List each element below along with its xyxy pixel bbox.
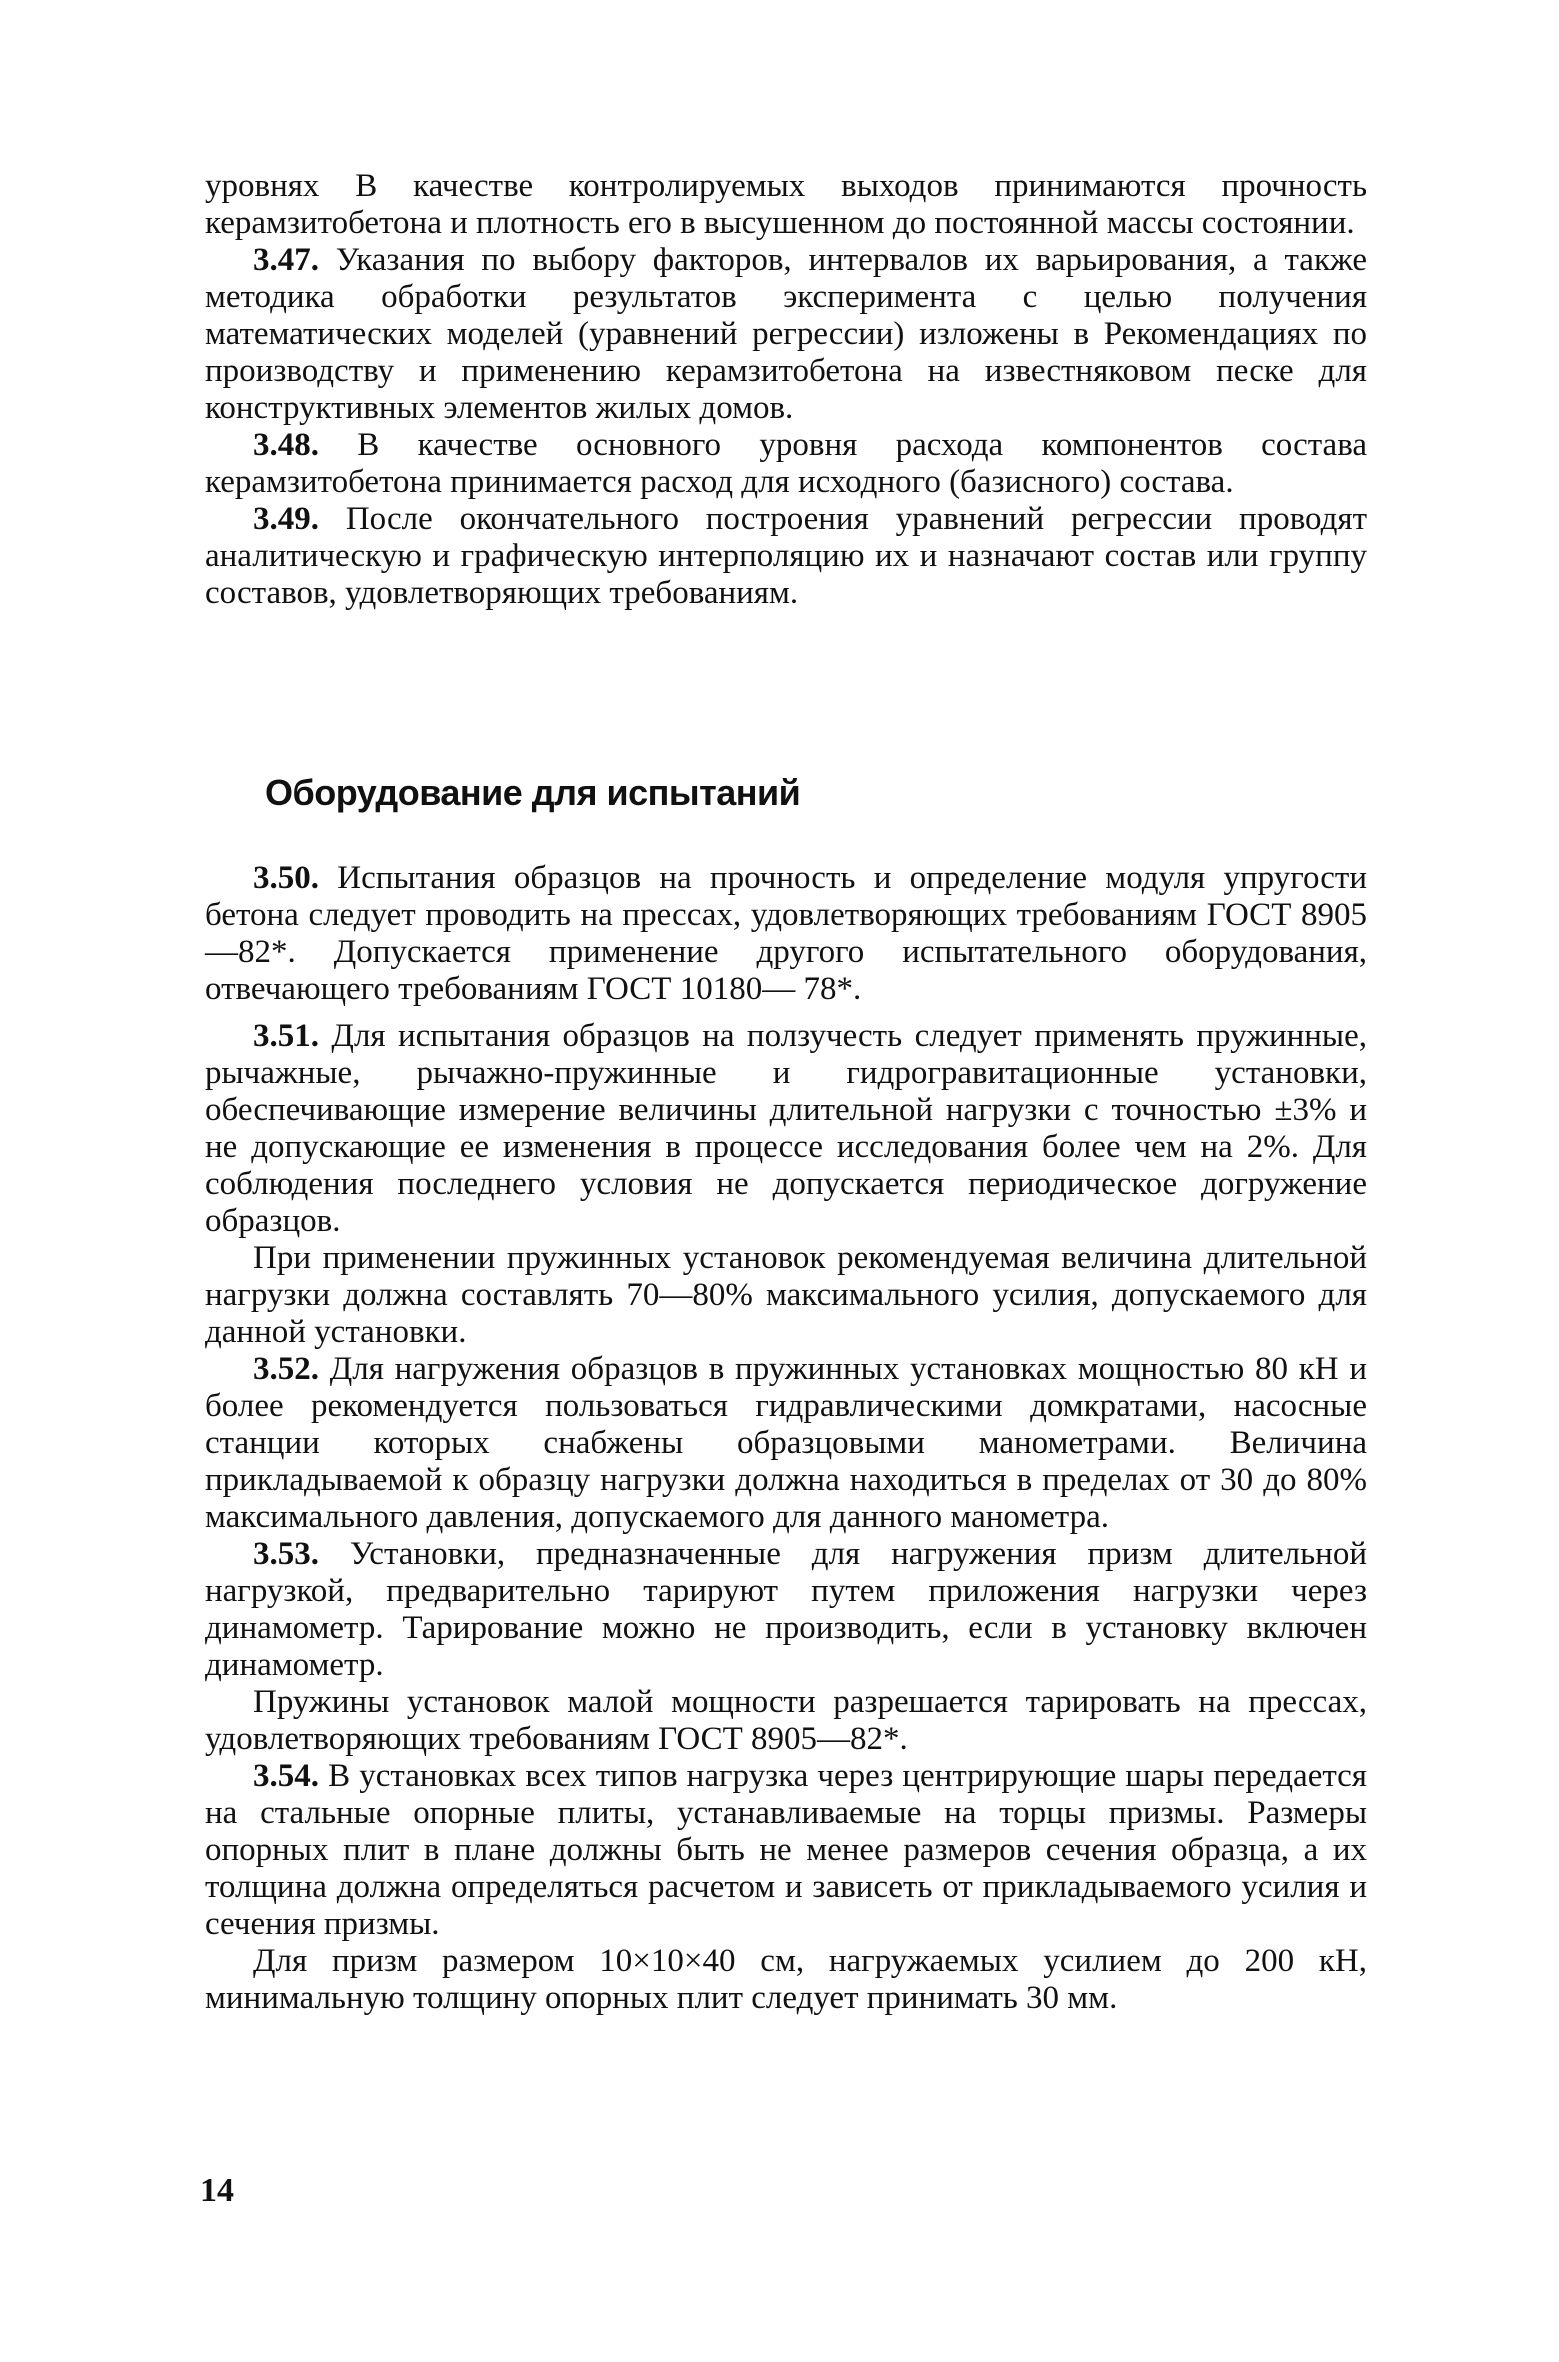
paragraph-number: 3.49. xyxy=(253,501,319,537)
paragraph-text: уровнях В качестве контролируемых выходов принимаются прочность керамзитобетона и плотность его в высушенном до постоянной массы состоянии. xyxy=(205,168,1367,241)
paragraph-3-54-continued xyxy=(205,1943,1367,2017)
paragraph-number: 3.51. xyxy=(253,1018,319,1054)
paragraph-number: 3.47. xyxy=(253,242,319,278)
paragraph-text: В установках всех типов нагрузка через центрирующие шары передается на стальные опорные плиты, устанавливаемые на торцы призмы. Размеры опорных плит в плане должны быть не менее размеров сечения образца, а их толщина должна определяться расчетом и зависеть от прикладываемого усилия и сечения призмы. xyxy=(205,1758,1367,1942)
paragraph-3-50 xyxy=(205,860,1367,1008)
paragraph-text: Установки, предназначенные для нагружения призм длительной нагрузкой, предварительно тарируют путем приложения нагрузки через динамометр. Тарирование можно не производить, если в установку включен динамометр. xyxy=(205,1536,1367,1683)
paragraph-text: Для нагружения образцов в пружинных установках мощностью 80 кН и более рекомендуется пользоваться гидравлическими домкратами, насосные станции которых снабжены образцовыми манометрами. Величина прикладываемой к образцу нагрузки должна находиться в пределах от 30 до 80% максимального давления, допускаемого для данного манометра. xyxy=(205,1351,1367,1535)
paragraph-3-49 xyxy=(205,501,1367,612)
paragraph-text: После окончательного построения уравнений регрессии проводят аналитическую и графическую интерполяцию их и назначают состав или группу составов, удовлетворяющих требованиям. xyxy=(205,501,1367,611)
paragraph-text: Испытания образцов на прочность и определение модуля упругости бетона следует проводить на прессах, удовлетворяющих требованиям ГОСТ 8905—82*. Допускается применение другого испытательного оборудования, отвечающего требованиям ГОСТ 10180— 78*. xyxy=(205,860,1367,1007)
paragraph-number: 3.50. xyxy=(253,860,319,896)
paragraph-text: Для испытания образцов на ползучесть следует применять пружинные, рычажные, рычажно-пружинные и гидрогравитационные установки, обеспечивающие измерение величины длительной нагрузки с точностью ±3% и не допускающие ее изменения в процессе исследования более чем на 2%. Для соблюдения последнего условия не допускается периодическое догружение образцов. xyxy=(205,1018,1367,1239)
section-heading: Оборудование для испытаний xyxy=(265,772,801,813)
text-block-bottom xyxy=(205,860,1367,2017)
paragraph-text: В качестве основного уровня расхода компонентов состава керамзитобетона принимается расход для исходного (базисного) состава. xyxy=(205,427,1367,500)
paragraph-text: При применении пружинных установок рекомендуемая величина длительной нагрузки должна составлять 70—80% максимального усилия, допускаемого для данной установки. xyxy=(205,1240,1367,1350)
text-block-top xyxy=(205,168,1367,612)
paragraph-3-54 xyxy=(205,1758,1367,1943)
paragraph-text: Указания по выбору факторов, интервалов их варьирования, а также методика обработки результатов эксперимента с целью получения математических моделей (уравнений регрессии) изложены в Рекомендациях по производству и применению керамзитобетона на известняковом песке для конструктивных элементов жилых домов. xyxy=(205,242,1367,426)
paragraph-3-51-continued xyxy=(205,1240,1367,1351)
paragraph-number: 3.48. xyxy=(253,427,319,463)
paragraph-3-51 xyxy=(205,1018,1367,1240)
page-number: 14 xyxy=(200,2172,234,2209)
paragraph-3-53-continued xyxy=(205,1684,1367,1758)
paragraph-text: Для призм размером 10×10×40 см, нагружаемых усилием до 200 кН, минимальную толщину опорных плит следует принимать 30 мм. xyxy=(205,1943,1367,2016)
paragraph-3-53 xyxy=(205,1536,1367,1684)
paragraph-3-47 xyxy=(205,242,1367,427)
paragraph-3-52 xyxy=(205,1351,1367,1536)
paragraph-number: 3.54. xyxy=(253,1758,319,1794)
paragraph-continuation xyxy=(205,168,1367,242)
paragraph-number: 3.53. xyxy=(253,1536,319,1572)
paragraph-3-48 xyxy=(205,427,1367,501)
paragraph-number: 3.52. xyxy=(253,1351,319,1387)
paragraph-text: Пружины установок малой мощности разрешается тарировать на прессах, удовлетворяющих требованиям ГОСТ 8905—82*. xyxy=(205,1684,1367,1757)
